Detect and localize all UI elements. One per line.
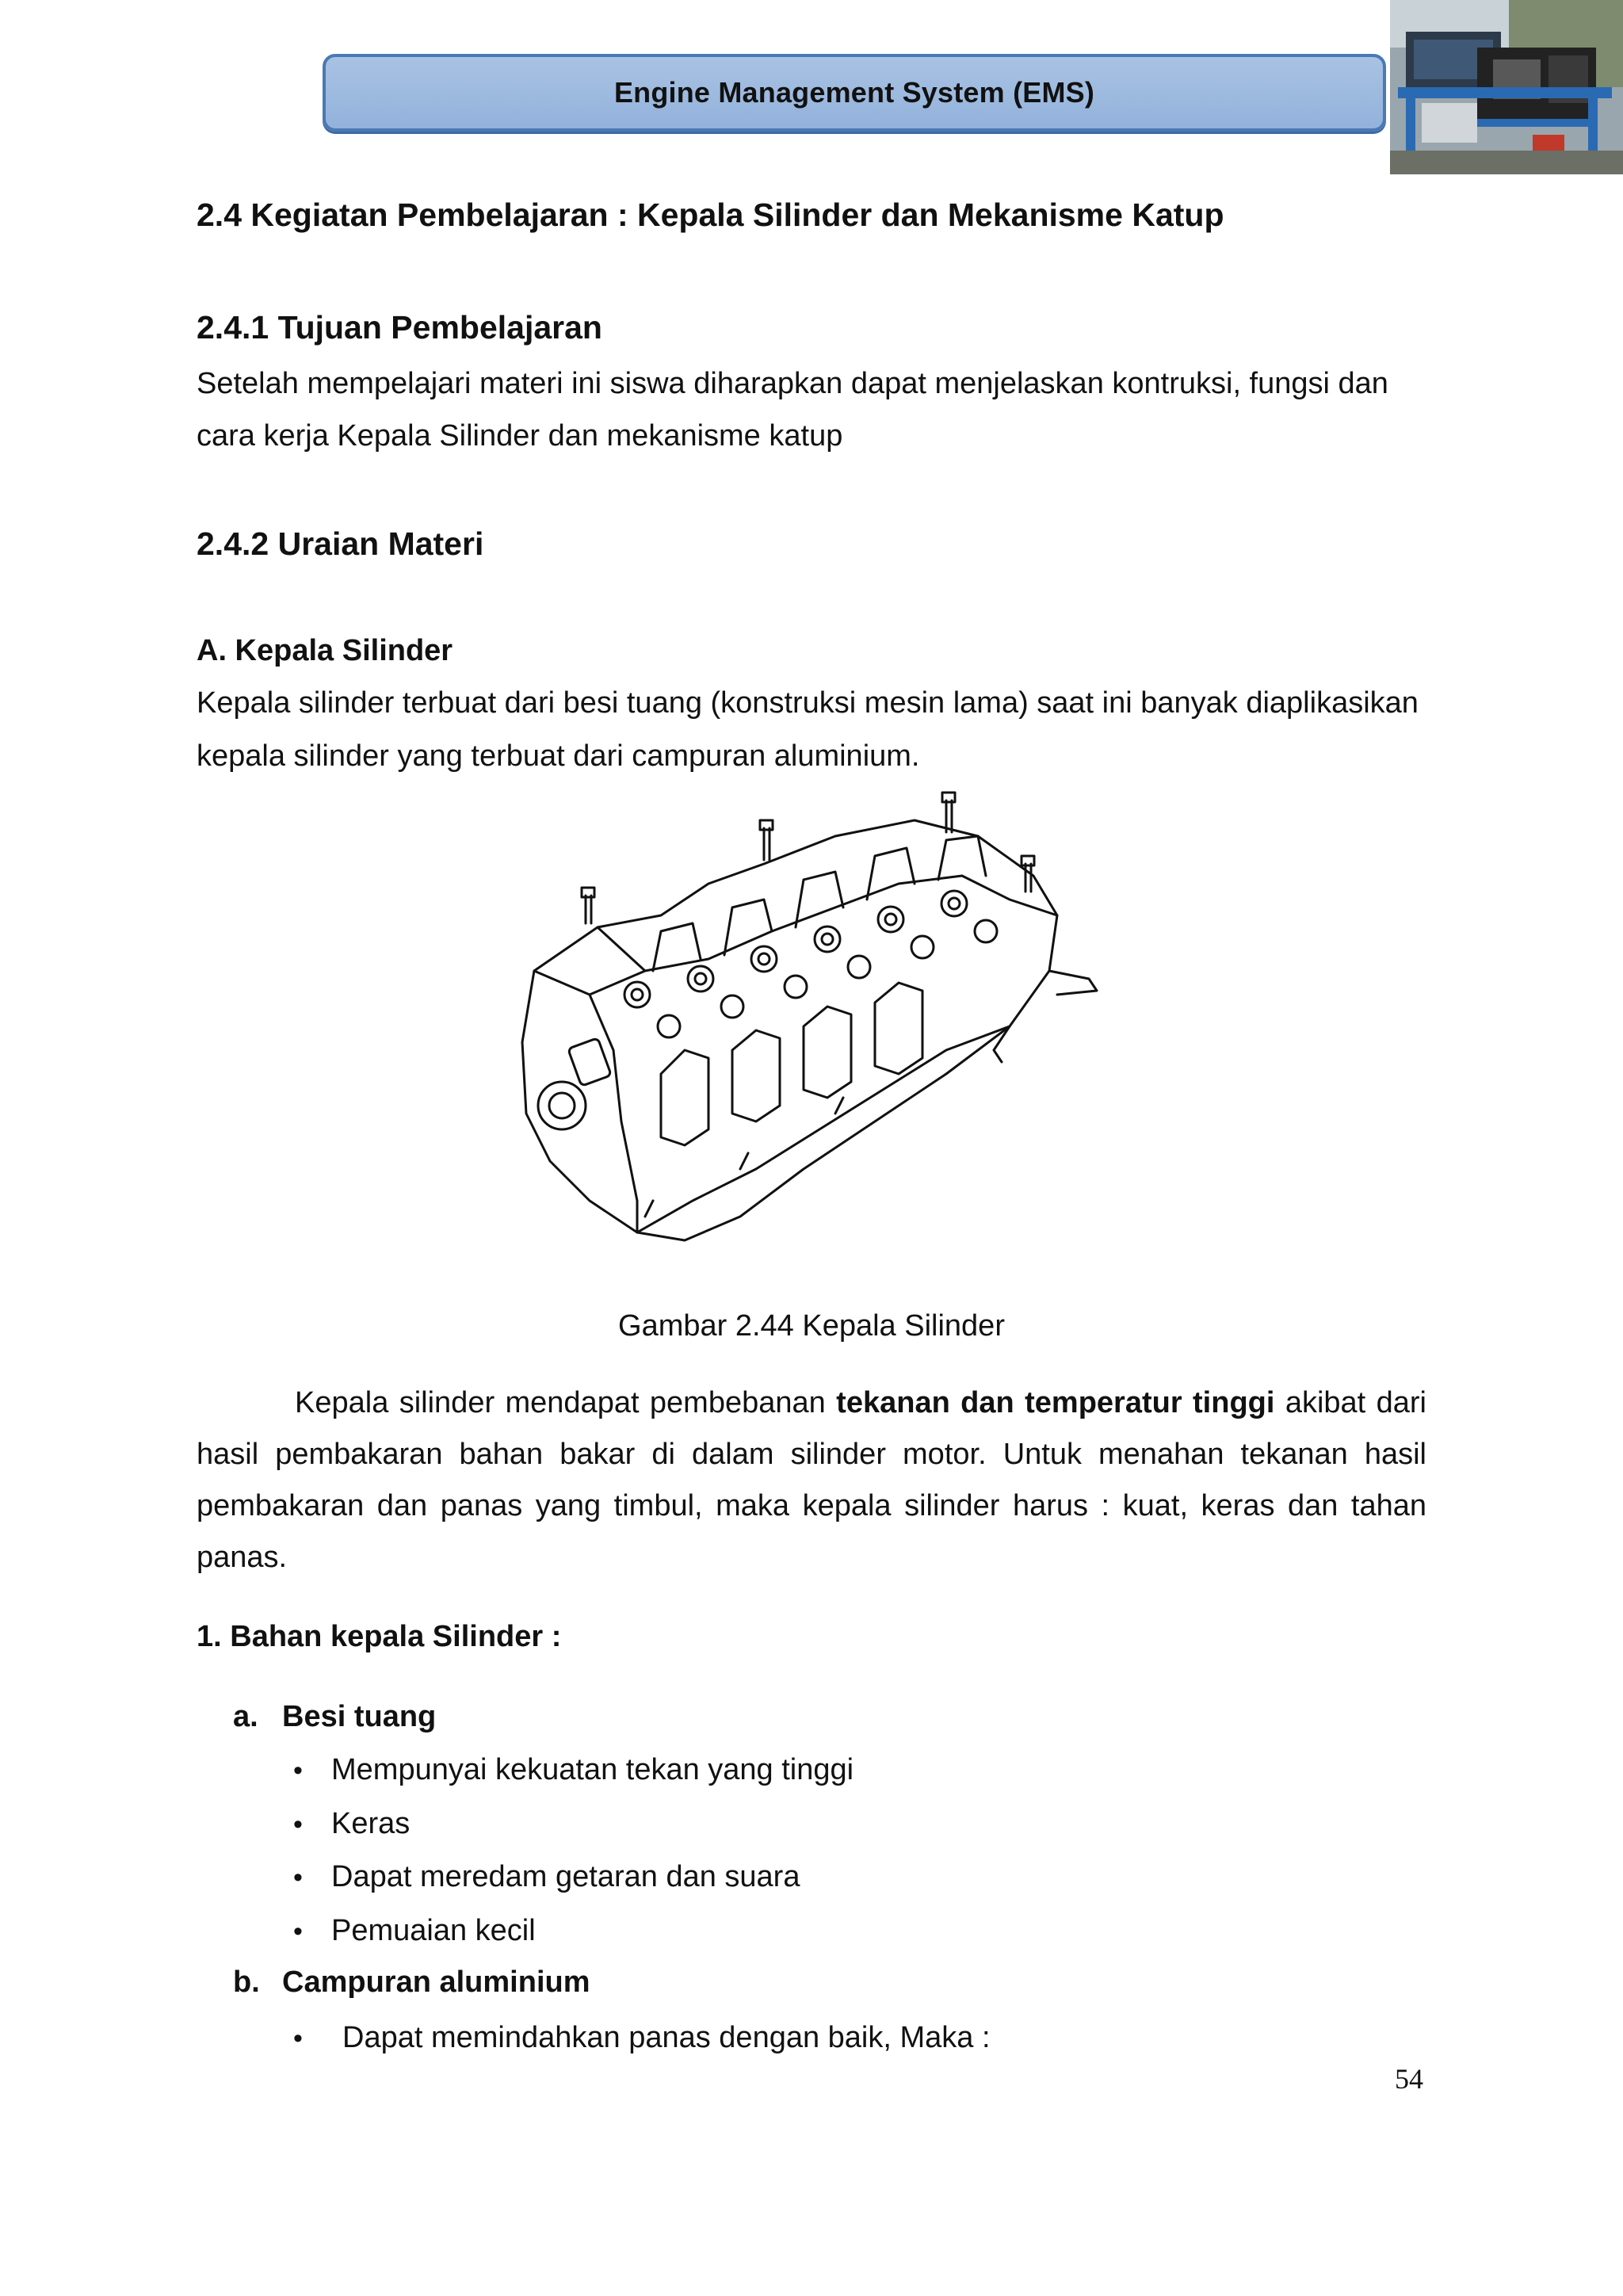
material-heading: 2.4.2 Uraian Materi xyxy=(197,525,484,562)
bullet-icon: • xyxy=(293,1809,303,1839)
engine-trainer-photo xyxy=(1390,0,1623,174)
cylinder-head-heading: A. Kepala Silinder xyxy=(197,634,453,667)
materials-heading: 1. Bahan kepala Silinder : xyxy=(197,1620,562,1653)
sub-marker: a. xyxy=(233,1700,258,1733)
cylinder-head-line-1: Kepala silinder terbuat dari besi tuang (konstruksi mesin lama) saat ini banyak diaplikasikan xyxy=(197,686,1419,720)
bullet-text: Pemuaian kecil xyxy=(331,1914,536,1947)
header-title: Engine Management System (EMS) xyxy=(613,76,1095,109)
sub-label: Campuran aluminium xyxy=(282,1966,590,1999)
sub-marker: b. xyxy=(233,1966,260,1999)
objectives-line-2: cara kerja Kepala Silinder dan mekanisme katup xyxy=(197,419,843,453)
objectives-heading: 2.4.1 Tujuan Pembelajaran xyxy=(197,309,602,346)
bullet-icon: • xyxy=(293,1862,303,1893)
paragraph-part-2: akibat dari hasil pembakaran bahan bakar di dalam silinder motor. Untuk menahan tekanan hasil pembakaran dan panas yang timbul, maka kepala silinder harus : kuat, keras dan tahan panas. xyxy=(197,1386,1426,1574)
bullet-item xyxy=(293,1851,800,1904)
pressure-paragraph xyxy=(197,1377,1426,1584)
bullet-text: Dapat memindahkan panas dengan baik, Maka : xyxy=(342,2021,991,2054)
bullet-icon: • xyxy=(293,2023,303,2053)
objectives-line-1: Setelah mempelajari materi ini siswa diharapkan dapat menjelaskan kontruksi, fungsi dan xyxy=(197,367,1388,400)
sub-label: Besi tuang xyxy=(282,1700,437,1733)
bullet-item xyxy=(293,1904,536,1958)
bullet-text: Mempunyai kekuatan tekan yang tinggi xyxy=(331,1753,854,1786)
bullet-icon: • xyxy=(293,1916,303,1946)
bullet-item xyxy=(293,2011,991,2065)
section-heading: 2.4 Kegiatan Pembelajaran : Kepala Silinder dan Mekanisme Katup xyxy=(197,197,1224,233)
bullet-item xyxy=(293,1797,410,1851)
cylinder-head-drawing xyxy=(502,789,1113,1268)
figure-caption: Gambar 2.44 Kepala Silinder xyxy=(618,1309,1005,1343)
bullet-item xyxy=(293,1744,854,1797)
bullet-text: Dapat meredam getaran dan suara xyxy=(331,1860,800,1893)
material-item-cast-iron xyxy=(233,1690,436,1743)
paragraph-part-1: Kepala silinder mendapat pembebanan xyxy=(295,1386,837,1419)
page-number: 54 xyxy=(1395,2063,1423,2095)
bullet-icon: • xyxy=(293,1755,303,1786)
header-banner xyxy=(323,54,1386,132)
material-item-aluminium xyxy=(233,1956,590,2008)
bullet-text: Keras xyxy=(331,1807,411,1840)
cylinder-head-line-2: kepala silinder yang terbuat dari campuran aluminium. xyxy=(197,739,920,773)
paragraph-bold: tekanan dan temperatur tinggi xyxy=(836,1386,1275,1419)
